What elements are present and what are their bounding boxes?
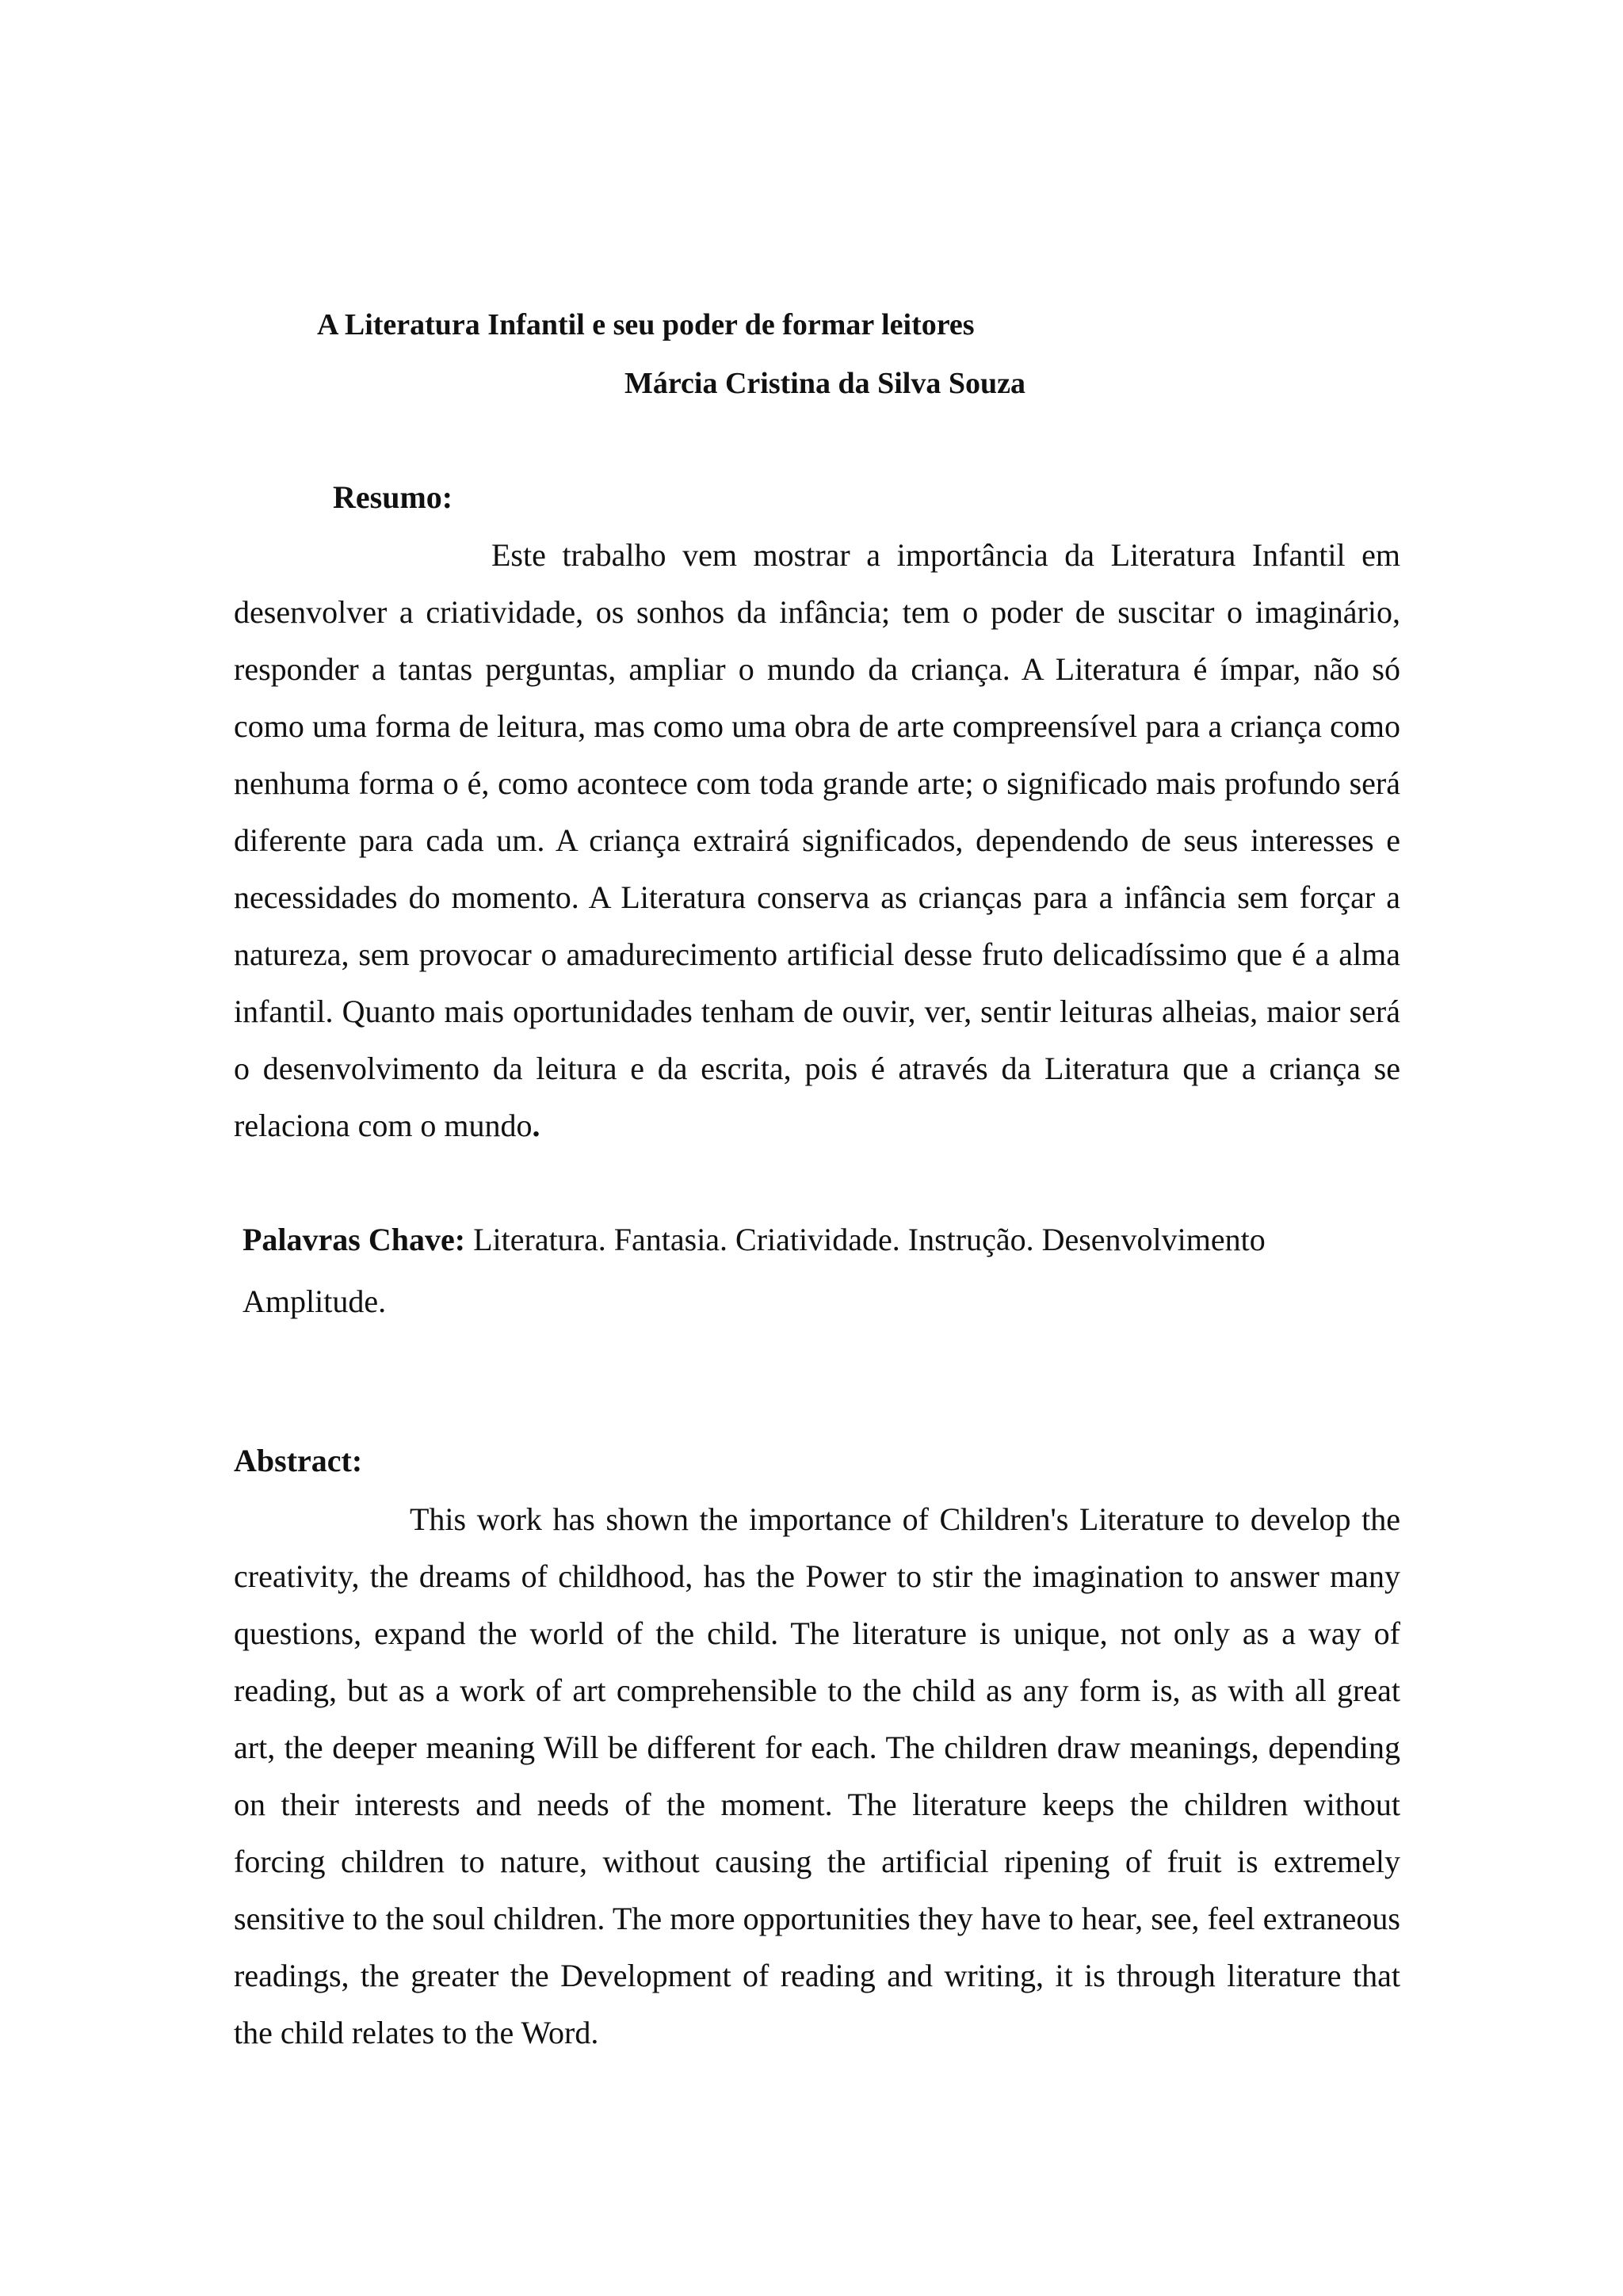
keywords-label: Palavras Chave: — [242, 1222, 466, 1257]
resumo-text: Este trabalho vem mostrar a importância da Literatura Infantil em desenvolver a criatividade, os sonhos da infância; tem o poder de suscitar o imaginário, responder a tantas perguntas, ampliar o mundo da criança. A Literatura é ímpar, não só como uma forma de leitura, mas como uma obra de arte compreensível para a criança como nenhuma forma o é, como acontece com toda grande arte; o significado mais profundo será diferente para cada um. A criança extrairá significados, dependendo de seus interesses e necessidades do momento. A Literatura conserva as crianças para a infância sem forçar a natureza, sem provocar o amadurecimento artificial desse fruto delicadíssimo que é a alma infantil. Quanto mais oportunidades tenham de ouvir, ver, sentir leituras alheias, maior será o desenvolvimento da leitura e da escrita, pois é através da Literatura que a criança se relaciona com o mundo — [234, 537, 1400, 1143]
resumo-paragraph — [234, 527, 1400, 1154]
resumo-heading: Resumo: — [333, 479, 453, 515]
document-title: A Literatura Infantil e seu poder de formar leitores — [317, 308, 975, 341]
keywords-paragraph — [242, 1209, 1392, 1333]
author-name: Márcia Cristina da Silva Souza — [624, 367, 1025, 400]
keywords-text: Literatura. Fantasia. Criatividade. Instrução. Desenvolvimento Amplitude. — [242, 1222, 1266, 1319]
resumo-end-mark: . — [532, 1108, 540, 1143]
abstract-heading: Abstract: — [234, 1443, 363, 1478]
abstract-text: This work has shown the importance of Children's Literature to develop the creativity, the dreams of childhood, has the Power to stir the imagination to answer many questions, expand the world of the child. The literature is unique, not only as a way of reading, but as a work of art comprehensible to the child as any form is, as with all great art, the deeper meaning Will be different for each. The children draw meanings, depending on their interests and needs of the moment. The literature keeps the children without forcing children to nature, without causing the artificial ripening of fruit is extremely sensitive to the soul children. The more opportunities they have to hear, see, feel extraneous readings, the greater the Development of reading and writing, it is through literature that the child relates to the Word. — [234, 1501, 1400, 2050]
abstract-paragraph — [234, 1491, 1400, 2061]
